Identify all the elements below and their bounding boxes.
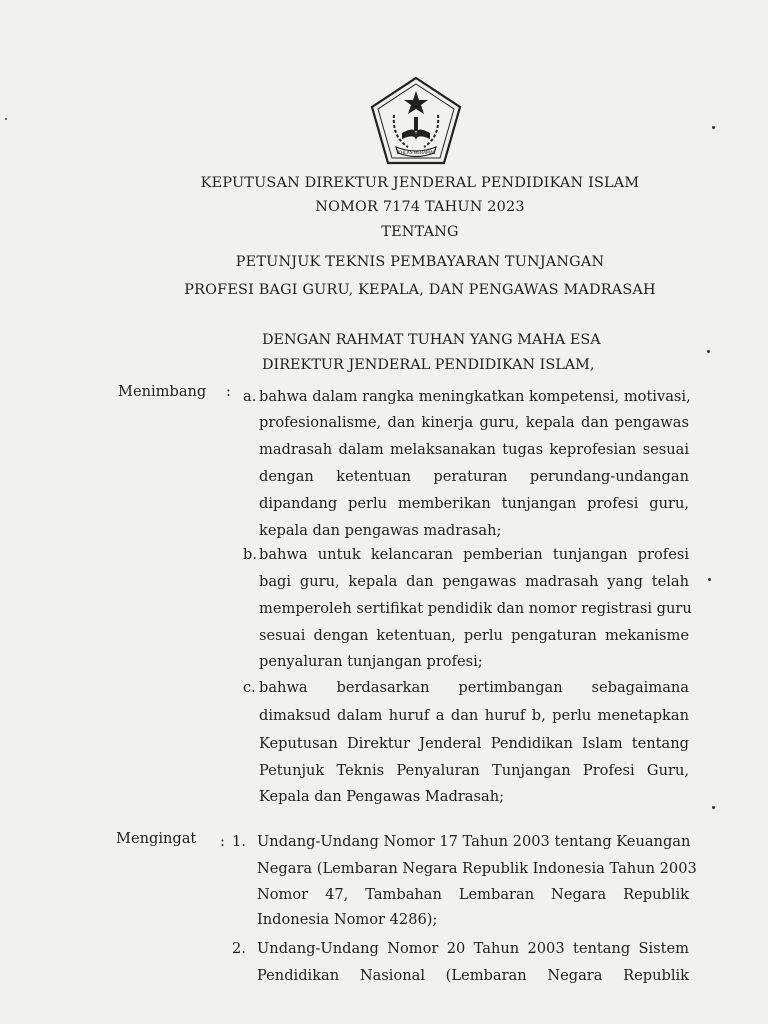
menimbang-a-line: bahwa dalam rangka meningkatkan kompetensi, motivasi,: [259, 388, 691, 405]
mengingat-1-line: Nomor 47, Tambahan Lembaran Negara Republik: [257, 886, 689, 903]
mengingat-marker-2: 2.: [232, 940, 246, 957]
scan-speck: [5, 118, 7, 120]
menimbang-marker-c: c.: [243, 679, 256, 696]
scan-speck: [712, 806, 715, 809]
menimbang-b-line: memperoleh sertifikat pendidik dan nomor registrasi guru: [259, 600, 692, 617]
menimbang-a-line: profesionalisme, dan kinerja guru, kepala dan pengawas: [259, 414, 689, 431]
menimbang-colon: :: [226, 383, 231, 400]
mengingat-1-line: Undang-Undang Nomor 17 Tahun 2003 tentang Keuangan: [257, 833, 691, 850]
emblem-motto: IKHLAS BERAMAL: [396, 151, 436, 156]
mengingat-2-line: Undang-Undang Nomor 20 Tahun 2003 tentang Sistem: [257, 940, 689, 957]
mengingat-marker-1: 1.: [232, 833, 246, 850]
decree-title: KEPUTUSAN DIREKTUR JENDERAL PENDIDIKAN ISLAM: [200, 175, 640, 191]
decree-number: NOMOR 7174 TAHUN 2023: [315, 199, 525, 215]
ministry-emblem: [368, 75, 464, 167]
preamble-line2: DIREKTUR JENDERAL PENDIDIKAN ISLAM,: [262, 357, 595, 373]
menimbang-a-line: dengan ketentuan peraturan perundang-undangan: [259, 468, 689, 485]
menimbang-marker-b: b.: [243, 546, 257, 563]
decree-subject-line1: PETUNJUK TEKNIS PEMBAYARAN TUNJANGAN: [235, 254, 605, 270]
menimbang-a-line: madrasah dalam melaksanakan tugas keprofesian sesuai: [259, 441, 689, 458]
menimbang-a-line: kepala dan pengawas madrasah;: [259, 522, 502, 539]
decree-subject-line2: PROFESI BAGI GURU, KEPALA, DAN PENGAWAS MADRASAH: [184, 282, 656, 298]
scan-speck: [712, 126, 715, 129]
mengingat-1-line: Indonesia Nomor 4286);: [257, 911, 438, 928]
menimbang-b-line: bahwa untuk kelancaran pemberian tunjangan profesi: [259, 546, 689, 563]
menimbang-a-line: dipandang perlu memberikan tunjangan profesi guru,: [259, 495, 689, 512]
menimbang-c-line: Petunjuk Teknis Penyaluran Tunjangan Profesi Guru,: [259, 762, 689, 779]
emblem-pentagon-icon: [368, 75, 464, 167]
menimbang-b-line: sesuai dengan ketentuan, perlu pengaturan mekanisme: [259, 627, 689, 644]
mengingat-colon: :: [220, 833, 225, 850]
menimbang-label: Menimbang: [118, 383, 207, 400]
preamble-line1: DENGAN RAHMAT TUHAN YANG MAHA ESA: [262, 332, 601, 348]
menimbang-c-line: Keputusan Direktur Jenderal Pendidikan Islam tentang: [259, 735, 689, 752]
menimbang-b-line: bagi guru, kepala dan pengawas madrasah yang telah: [259, 573, 689, 590]
decree-tentang: TENTANG: [381, 224, 459, 240]
scan-speck: [707, 350, 710, 353]
menimbang-marker-a: a.: [243, 388, 257, 405]
menimbang-c-line: bahwa berdasarkan pertimbangan sebagaimana: [259, 679, 689, 696]
scan-speck: [708, 578, 711, 581]
menimbang-c-line: Kepala dan Pengawas Madrasah;: [259, 788, 505, 805]
mengingat-2-line: Pendidikan Nasional (Lembaran Negara Republik: [257, 967, 689, 984]
mengingat-1-line: Negara (Lembaran Negara Republik Indonesia Tahun 2003: [257, 860, 697, 877]
menimbang-b-line: penyaluran tunjangan profesi;: [259, 653, 483, 670]
mengingat-label: Mengingat: [116, 830, 197, 847]
menimbang-c-line: dimaksud dalam huruf a dan huruf b, perlu menetapkan: [259, 707, 689, 724]
